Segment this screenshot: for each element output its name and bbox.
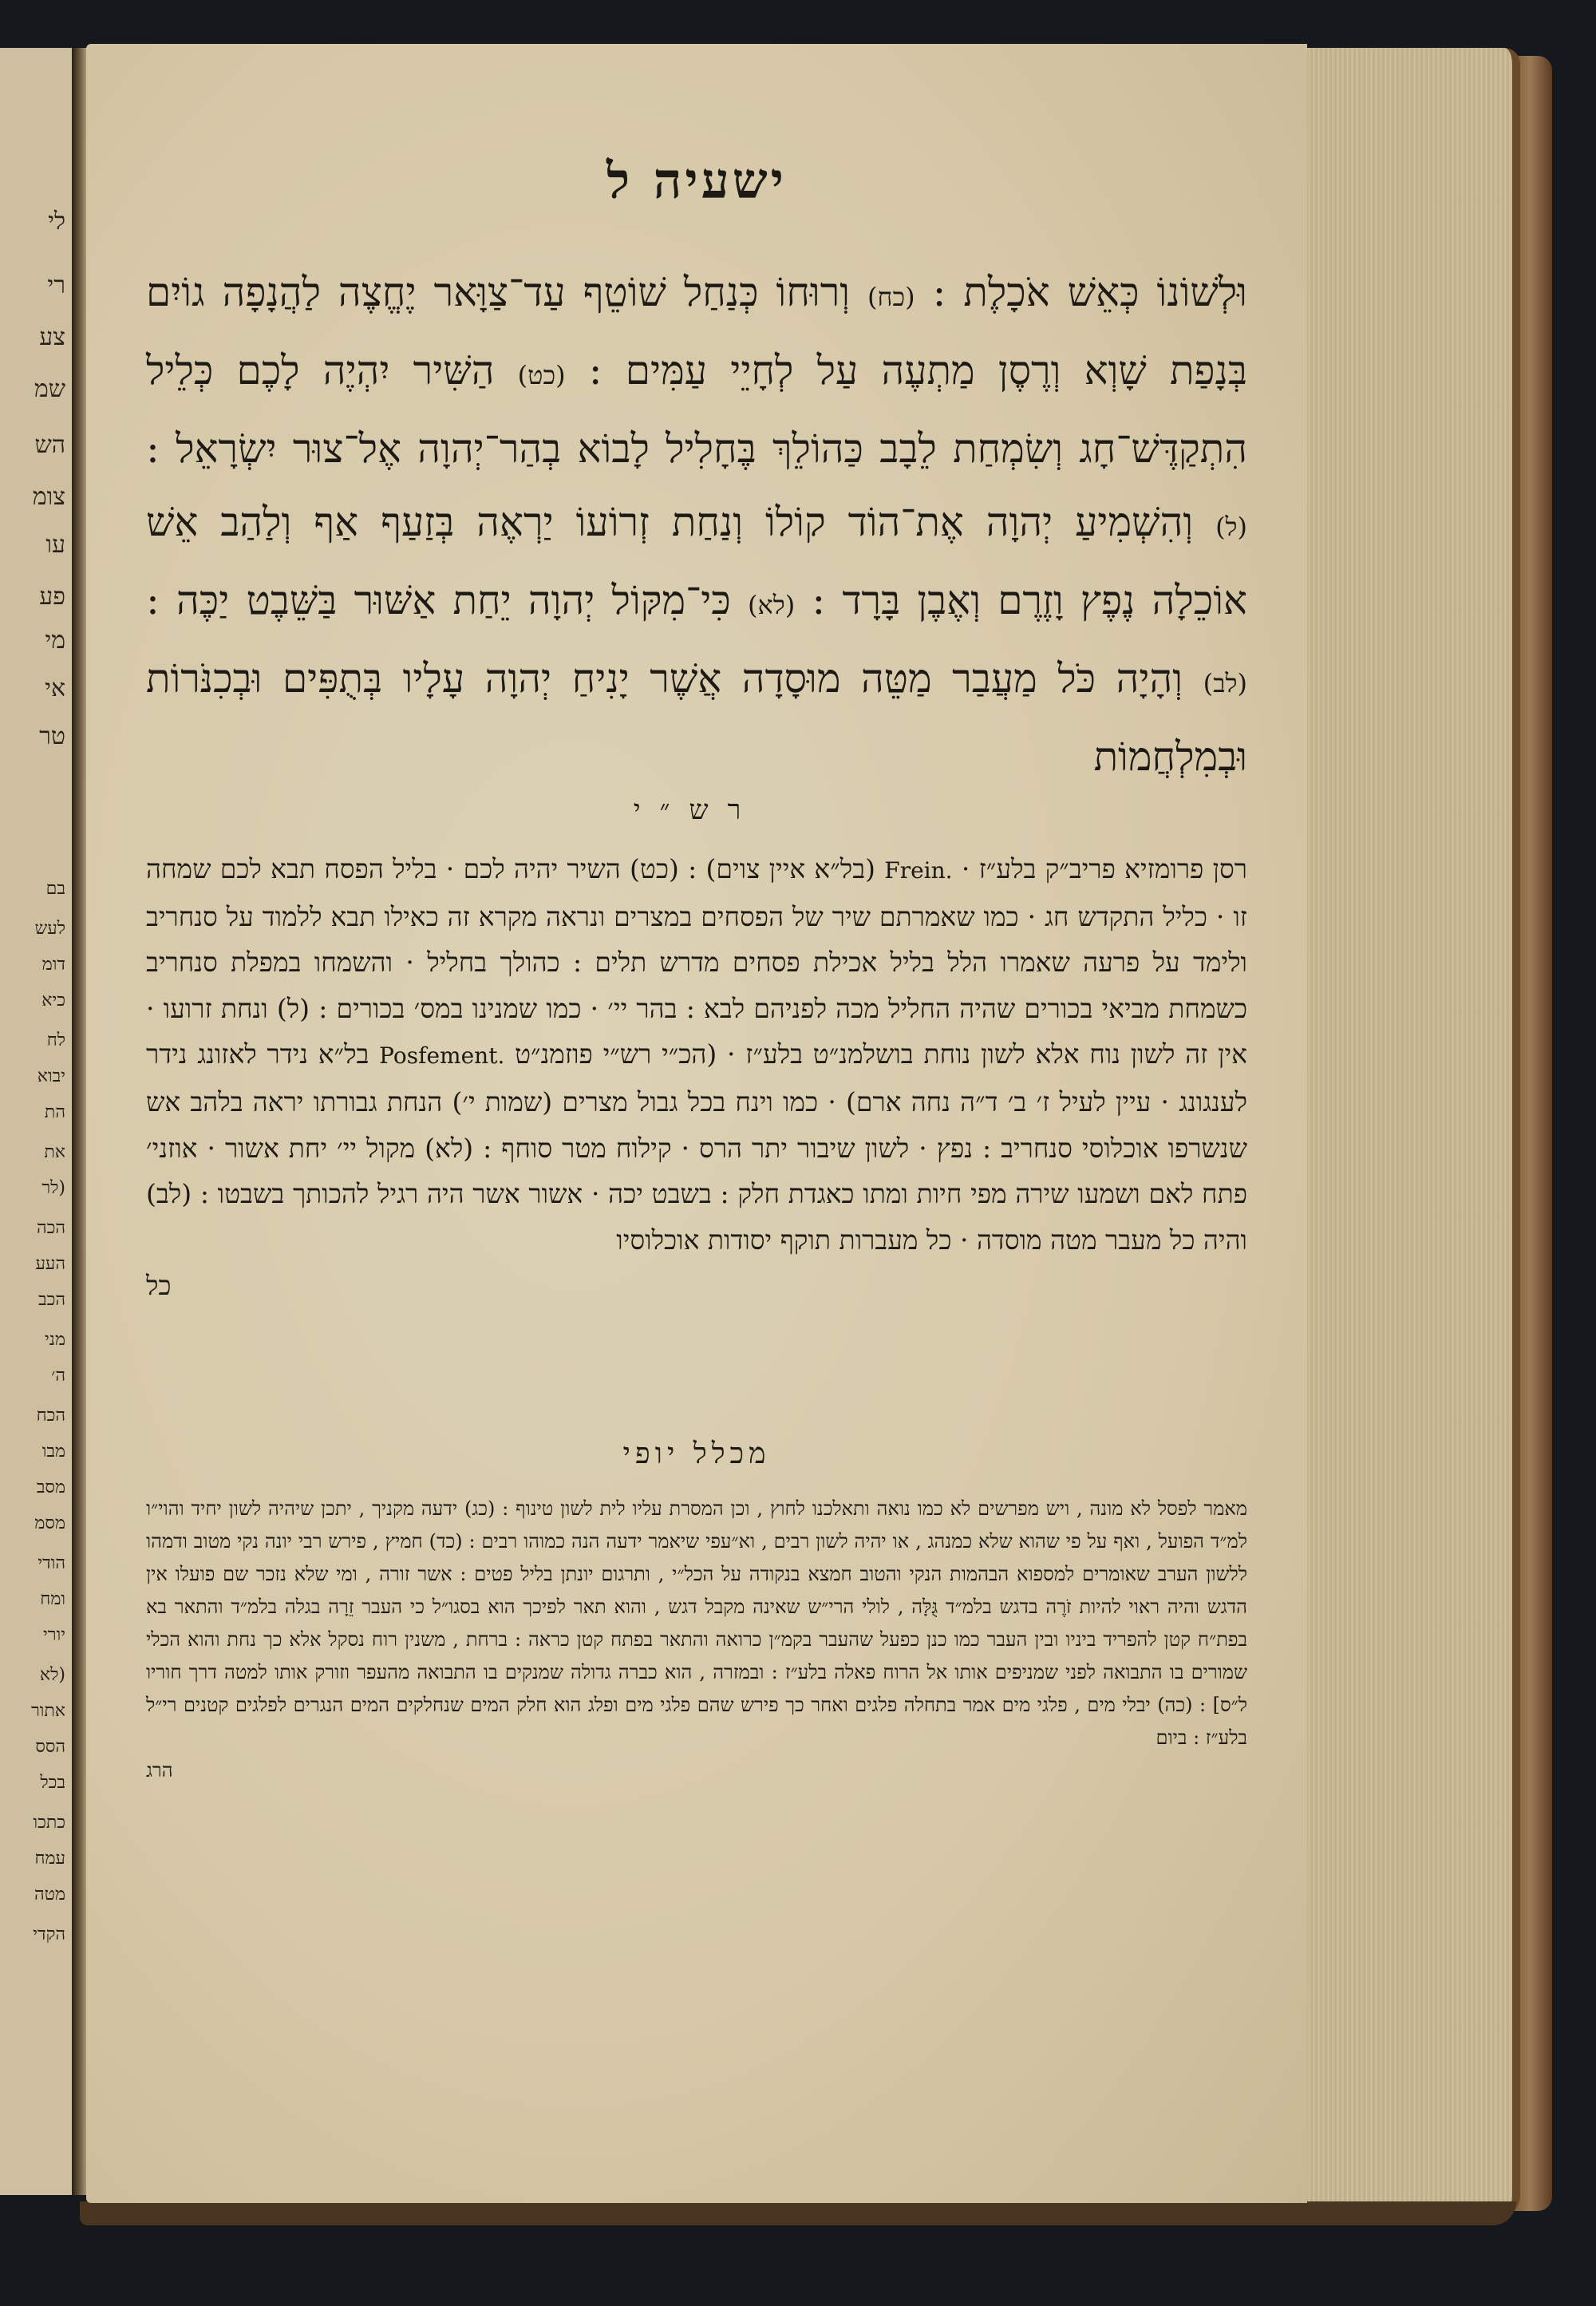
left-page-fragment: הכח bbox=[36, 1406, 65, 1426]
left-page-fragment: את bbox=[44, 1142, 65, 1162]
left-page-fragment: דומ bbox=[41, 955, 65, 975]
left-page-fragment: בכל bbox=[40, 1773, 65, 1793]
verse bbox=[933, 269, 1247, 315]
left-page-fragment: (לר bbox=[41, 1178, 65, 1198]
verse-number: (ל) bbox=[1215, 512, 1247, 542]
mikhlal-yofi-commentary bbox=[146, 1493, 1247, 1787]
left-page-fragment: צומ bbox=[32, 483, 65, 511]
verse-text: וְרוּחוֹ כְּנַחַל שׁוֹטֵף עַד־צַוָּאר יֶחֱצֶה לַהֲנָפָה גוֹיִם בְּנָפַת שָׁוְא וְרֶסֶן מַתְעֶה עַל לְחָיֵי עַמִּים : bbox=[146, 269, 1247, 394]
rashi-text: רסן פרומזיא פריב״ק בלע״ז · bbox=[961, 853, 1247, 884]
catchword: כל bbox=[146, 1270, 172, 1302]
left-page-fragment: יבוא bbox=[37, 1066, 65, 1086]
left-page-fragment: ה׳ bbox=[51, 1366, 65, 1386]
left-page-fragment: אי bbox=[45, 674, 65, 702]
left-page-fragment: צע bbox=[39, 323, 65, 351]
book-bottom-edge bbox=[80, 2201, 1516, 2225]
rashi-text: בל״א נידר לאזונג נידר לענגונג · עיין לעיל ז׳ ב׳ ד״ה נחה ארם) · כמו וינח בכל גבול מצרים (שמות י׳) הנחת גבורתו יראה בלהב אש שנשרפו אוכלוסי סנחריב : נפץ · לשון שיבור יתר הרס · קילוח מטר סוחף : (לא) מקול יי׳ יחת אשור · אוזני׳ פתח לאם ושמעו שירה מפי חיות ומתו כאגדת חלק : בשבט יכה · אשור אשר היה רגיל להכותך בשבטו : (לב) והיה כל מעבר מטה מוסדה · כל מעברות תוקף יסודות אוכלוסיו bbox=[146, 1038, 1247, 1256]
left-page-fragment: יורי bbox=[43, 1625, 65, 1645]
latin-gloss: Posfement. bbox=[379, 1042, 505, 1070]
left-page-fragment: טר bbox=[39, 722, 65, 750]
verse bbox=[146, 655, 1247, 780]
left-page-fragment: ומח bbox=[40, 1589, 65, 1609]
latin-gloss: Frein. bbox=[884, 857, 953, 884]
mikhlal-text: מאמר לפסל לא מונה , ויש מפרשים לא כמו נואה ותאלכנו לחוץ , וכן המסרת עליו לית לשון טינוף : (כג) ידעה מקניך , יתכן שיהיה לשון יחיד והוי״ו למ״ד הפועל , ואף על פי שהוא שלא כמנהג , או יהיה לשון רבים , וא״עפי שיאמר ידעה הנה כמוהו רבים : (כד) חמיץ , פירש רבי יונה נקי מטוב ודמהו ללשון הערב שאומרים למספוא הבהמות הנקי והטוב חמצא בנקודה על הכל״י , ותרגום יונתן בליל פטים : אשר זורה , ומי שלא נזכר שם פועלו אין הדגש והיה ראוי להיות זֹרֶה בדגש בלמ״ד גֻּלָּה , לולי הרי״ש שאינה מקבל דגש , והוא תאר לפיכך הוא בסגו״ל כי העבר זֵרָה בגלה בלמ״ד והתאר בא בפת״ח קטן להפריד ביניו ובין העבר כמו כנן כפעל שהעבר בקמ״ן כרואה והתאר בפתח קטן כראה : ברחת , משנין רוח נסקל אלא כך נחת והוא הכלי שמורים בו התבואה לפני שמניפים אותו אל הרוח פאלה בלע״ז : ובמזרה , הוא כברה גדולה שמנקים בו התבואה מהעפר וזורק אותו למטה דרך חוריו ל״ס] : (כה) יבלי מים , פלגי מים אמר בתחלה פלגים ואחר כך פירש שהם פלגי מים ופלג הוא חלק המים שנחלקים המים הנגרים לפלגים קטנים רי״ל בלע״ז : ביום bbox=[146, 1497, 1247, 1749]
left-page-fragment: (לא bbox=[39, 1665, 65, 1685]
left-page-fragment: מסב bbox=[36, 1477, 65, 1497]
verse-text: וְהָיָה כֹּל מַעֲבַר מַטֵּה מוּסָדָה אֲשֶׁר יָנִיחַ יְהוָה עָלָיו בְּתֻפִּים וּבְכִנֹּרוֹת וּבְמִלְחֲמוֹת bbox=[146, 655, 1247, 780]
left-page-fragment: לי bbox=[48, 208, 65, 235]
left-page-fragment: כתכו bbox=[33, 1813, 65, 1833]
left-page-fragment: הקדי bbox=[33, 1924, 65, 1944]
left-page-fragment: עמח bbox=[34, 1849, 65, 1869]
mikhlal-yofi-title: מכלל יופי bbox=[622, 1438, 771, 1470]
verse-number: (לב) bbox=[1203, 668, 1247, 698]
rashi-text: (בל״א איין צוים) : (כט) השיר יהיה לכם · בליל הפסח תבא לכם שמחה זו · כליל התקדש חג · כמו שאמרתם שיר של הפסחים במצרים ונראה מקרא זה כאילו תבא ללמוד על סנחריב ולימד על פרעה שאמרו הלל בליל אכילת פסחים מדרש תלים : כהולך בחליל · והשמחו במפלת סנחריב כשמחת מביאי בכורים שהיה החליל מכה לפניהם לבא : בהר יי׳ · כמו שמנינו במס׳ בכורים : (ל) ונחת זרועו · אין זה לשון נוח אלא לשון נוחת בושלמנ״ט בלע״ז · (הכ״י רש״י פוזמנ״ט bbox=[146, 853, 1247, 1070]
left-facing-page bbox=[0, 48, 75, 2195]
left-page-fragment: מטה bbox=[34, 1885, 65, 1905]
left-page-fragment: הת bbox=[44, 1102, 65, 1122]
left-page-fragment: הסס bbox=[35, 1737, 65, 1757]
left-page-fragment: הכה bbox=[36, 1218, 65, 1238]
left-page-fragment: מסמ bbox=[34, 1513, 65, 1533]
left-page-fragment: לעש bbox=[34, 919, 65, 939]
scripture-text bbox=[146, 255, 1247, 793]
left-page-fragment: רי bbox=[47, 271, 65, 299]
verse-number: (כט) bbox=[517, 360, 566, 390]
verse-text: כִּי־מִקּוֹל יְהוָה יֵחַת אַשּׁוּר בַּשֵּׁבֶט יַכֶּה : bbox=[146, 577, 731, 623]
left-page-fragment: מבו bbox=[41, 1442, 65, 1462]
rashi-commentary bbox=[146, 846, 1247, 1309]
verse bbox=[146, 577, 795, 623]
right-page bbox=[86, 44, 1307, 2203]
verse-text: וּלְשׁוֹנוֹ כְּאֵשׁ אֹכָלֶת : bbox=[932, 269, 1247, 315]
catchword: הרג bbox=[146, 1759, 173, 1782]
page-header: ישעיה ל bbox=[606, 152, 787, 210]
left-page-fragment: הכב bbox=[38, 1290, 65, 1310]
left-page-fragment: הש bbox=[34, 431, 65, 459]
verse-text: הַשִּׁיר יִהְיֶה לָכֶם כְּלֵיל הִתְקַדֶּשׁ־חָג וְשִׂמְחַת לֵבָב כַּהוֹלֵךְ בֶּחָלִיל לָבוֹא בְהַר־יְהוָה אֶל־צוּר יִשְׂרָאֵל : bbox=[146, 347, 1247, 472]
verse-text: וְהִשְׁמִיעַ יְהוָה אֶת־הוֹד קוֹלוֹ וְנַחַת זְרוֹעוֹ יַרְאֶה בְּזַעַף אַף וְלַהַב אֵשׁ אוֹכֵלָה נֶפֶץ וָזֶרֶם וְאֶבֶן בָּרָד : bbox=[146, 499, 1248, 623]
book-gutter bbox=[72, 48, 88, 2195]
verse-number: (כח) bbox=[867, 282, 915, 312]
left-page-fragment: כיא bbox=[41, 991, 65, 1011]
left-page-fragment: אתור bbox=[30, 1701, 65, 1721]
left-page-fragment: לח bbox=[46, 1030, 65, 1050]
left-page-fragment: מני bbox=[45, 1330, 65, 1350]
page-content bbox=[86, 44, 1307, 2203]
left-page-fragment: מי bbox=[45, 627, 65, 655]
left-page-fragment: פע bbox=[39, 583, 65, 611]
left-page-fragment: בם bbox=[45, 879, 65, 899]
left-page-fragment: עו bbox=[45, 531, 65, 559]
left-page-fragment: העע bbox=[35, 1254, 65, 1274]
left-page-fragment: שמ bbox=[34, 375, 65, 403]
left-page-fragment: הודי bbox=[38, 1553, 65, 1573]
verse-number: (לא) bbox=[748, 590, 796, 620]
page-edges bbox=[1305, 48, 1520, 2219]
rashi-title: רש״י bbox=[633, 794, 760, 826]
